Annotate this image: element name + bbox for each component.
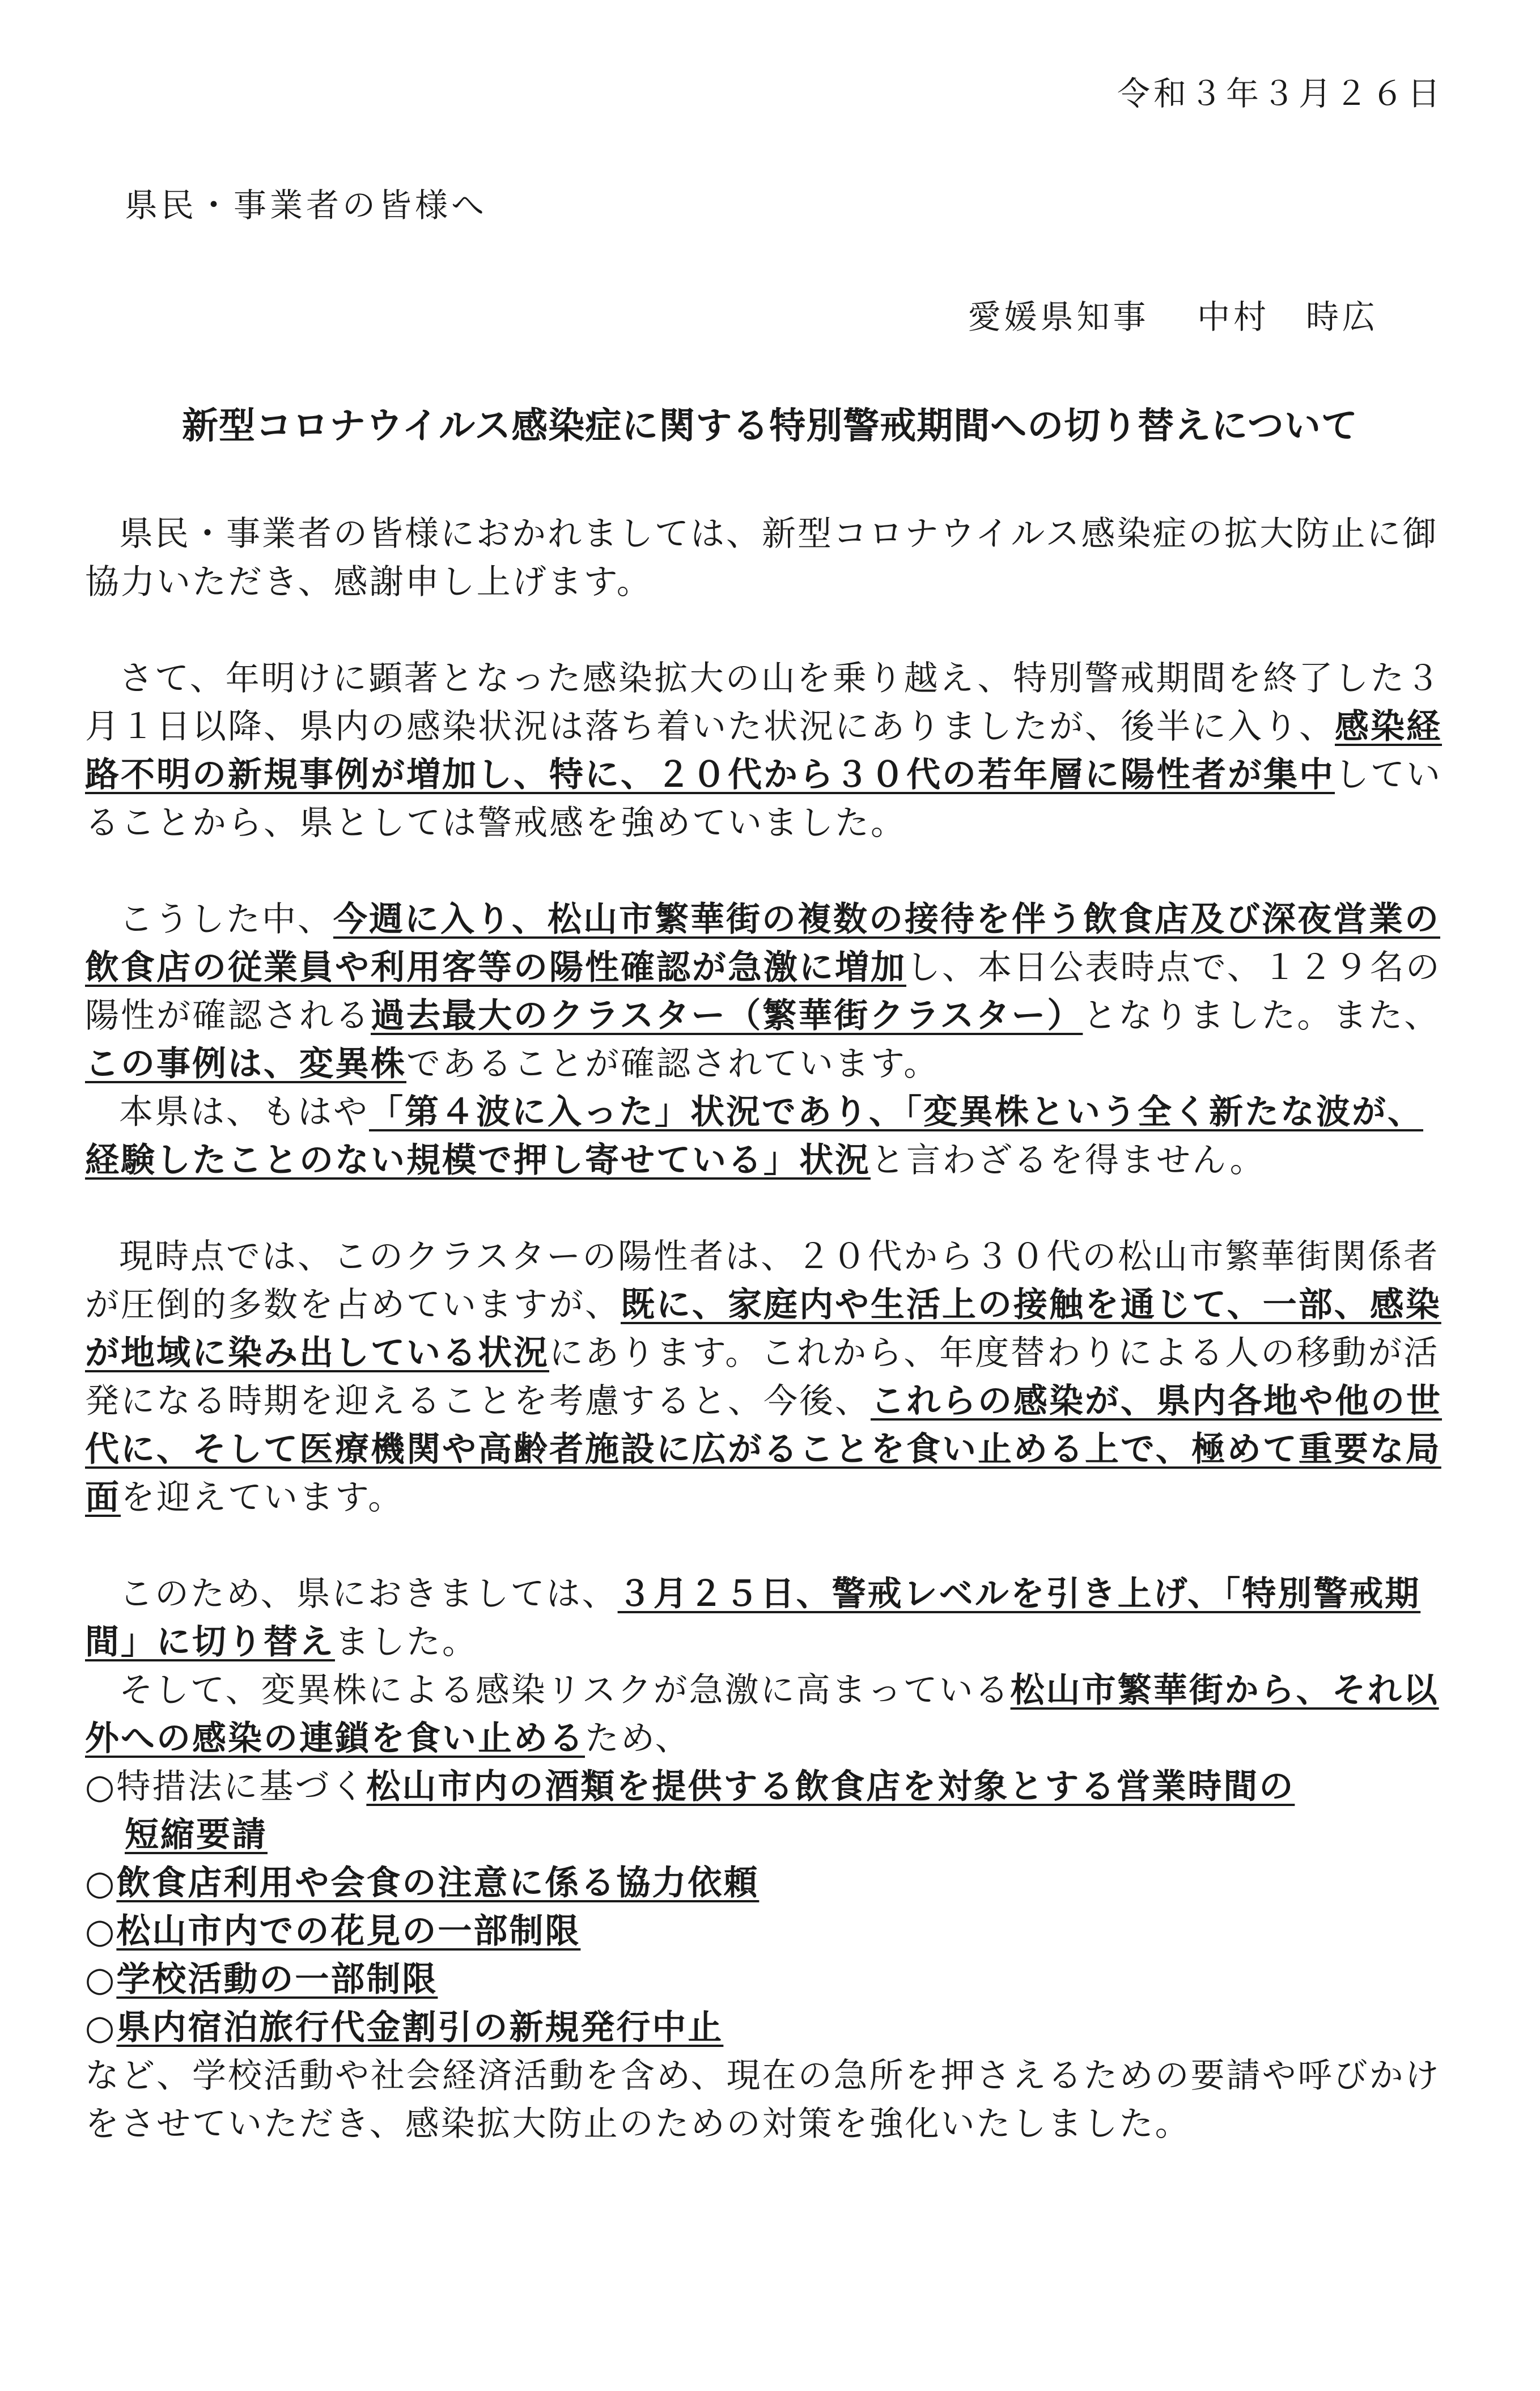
circle-bullet: ○ (85, 1863, 117, 1903)
emphasis: 感染経路不明の新規事例が増加し、特に、２０代から３０代の若年層に陽性者が集中 (85, 707, 1442, 795)
paragraph-fourth-wave: 本県は、もはや「第４波に入った」状況であり、「変異株という全く新たな波が、経験したことのない規模で押し寄せている」状況と言わざるを得ません。 (85, 1092, 1423, 1180)
paragraph-alert-level: このため、県におきましては、３月２５日、警戒レベルを引き上げ、「特別警戒期間」に切り替えました。 (85, 1574, 1421, 1662)
circle-bullet: ○ (85, 2008, 117, 2047)
document-date: 令和３年３月２６日 (1117, 74, 1444, 113)
emphasis: この事例は、変異株 (85, 1044, 406, 1084)
emphasis: 松山市内の酒類を提供する飲食店を対象とする営業時間の (366, 1767, 1295, 1807)
emphasis: 松山市繁華街から、それ以外への感染の連鎖を食い止める (85, 1671, 1439, 1758)
circle-bullet: ○ (85, 1911, 117, 1951)
emphasis: 過去最大のクラスター（繁華街クラスター） (371, 996, 1083, 1036)
document-body (85, 510, 1457, 2148)
list-item (85, 2004, 1457, 2052)
sender (968, 290, 1378, 338)
document-title: 新型コロナウイルス感染症に関する特別警戒期間への切り替えについて (182, 405, 1358, 447)
list-item (85, 1859, 1457, 1907)
list-item (85, 1956, 1457, 2004)
emphasis: 学校活動の一部制限 (116, 1960, 438, 1999)
emphasis: 県内宿泊旅行代金割引の新規発行中止 (116, 2008, 724, 2047)
emphasis: これらの感染が、県内各地や他の世代に、そして医療機関や高齢者施設に広がることを食い止める上で、極めて重要な局面 (85, 1381, 1442, 1517)
emphasis: 今週に入り、松山市繁華街の複数の接待を伴う飲食店及び深夜営業の飲食店の従業員や利用客等の陽性確認が急激に増加 (85, 900, 1440, 987)
list-item: ○特措法に基づく松山市内の酒類を提供する飲食店を対象とする営業時間の 短縮要請 (85, 1763, 1457, 1859)
emphasis: 既に、家庭内や生活上の接触を通じて、一部、感染が地域に染み出している状況 (85, 1285, 1441, 1373)
sender-name: 中村 時広 (1197, 298, 1378, 336)
paragraph-current-status: 現時点では、このクラスターの陽性者は、２０代から３０代の松山市繁華街関係者が圧倒的多数を占めていますが、既に、家庭内や生活上の接触を通じて、一部、感染が地域に染み出している状況にあります。これから、年度替わりによる人の移動が活発になる時期を迎えることを考慮すると、今後、これらの感染が、県内各地や他の世代に、そして医療機関や高齢者施設に広がることを食い止める上で、極めて重要な局面を迎えています。 (85, 1237, 1442, 1517)
paragraph-closing: など、学校活動や社会経済活動を含め、現在の急所を押さえるための要請や呼びかけをさせていただき、感染拡大防止のための対策を強化いたしました。 (85, 2056, 1441, 2144)
emphasis: 短縮要請 (125, 1815, 268, 1855)
circle-bullet: ○ (85, 1767, 117, 1807)
emphasis: 飲食店利用や会食の注意に係る協力依頼 (116, 1863, 760, 1903)
emphasis: 松山市内での花見の一部制限 (116, 1911, 581, 1951)
paragraph-situation: さて、年明けに顕著となった感染拡大の山を乗り越え、特別警戒期間を終了した３月１日以降、県内の感染状況は落ち着いた状況にありましたが、後半に入り、感染経路不明の新規事例が増加し、特に、２０代から３０代の若年層に陽性者が集中していることから、県としては警戒感を強めていました。 (85, 659, 1442, 843)
list-item (85, 1907, 1457, 1956)
emphasis: ３月２５日、警戒レベルを引き上げ、「特別警戒期間」に切り替え (85, 1574, 1421, 1662)
paragraph-measures-intro: そして、変異株による感染リスクが急激に高まっている松山市繁華街から、それ以外への感染の連鎖を食い止めるため、 (85, 1671, 1439, 1758)
paragraph-greeting: 県民・事業者の皆様におかれましては、新型コロナウイルス感染症の拡大防止に御協力いただき、感謝申し上げます。 (85, 514, 1439, 602)
addressee: 県民・事業者の皆様へ (125, 186, 488, 224)
emphasis: 「第４波に入った」状況であり、「変異株という全く新たな波が、経験したことのない規模で押し寄せている」状況 (85, 1092, 1423, 1180)
sender-title: 愛媛県知事 (968, 298, 1149, 336)
paragraph-cluster: こうした中、今週に入り、松山市繁華街の複数の接待を伴う飲食店及び深夜営業の飲食店の従業員や利用客等の陽性確認が急激に増加し、本日公表時点で、１２９名の陽性が確認される過去最大のクラスター（繁華街クラスター）となりました。また、この事例は、変異株であることが確認されています。 (85, 900, 1441, 1084)
circle-bullet: ○ (85, 1960, 117, 1999)
measures-list (85, 1763, 1457, 2052)
